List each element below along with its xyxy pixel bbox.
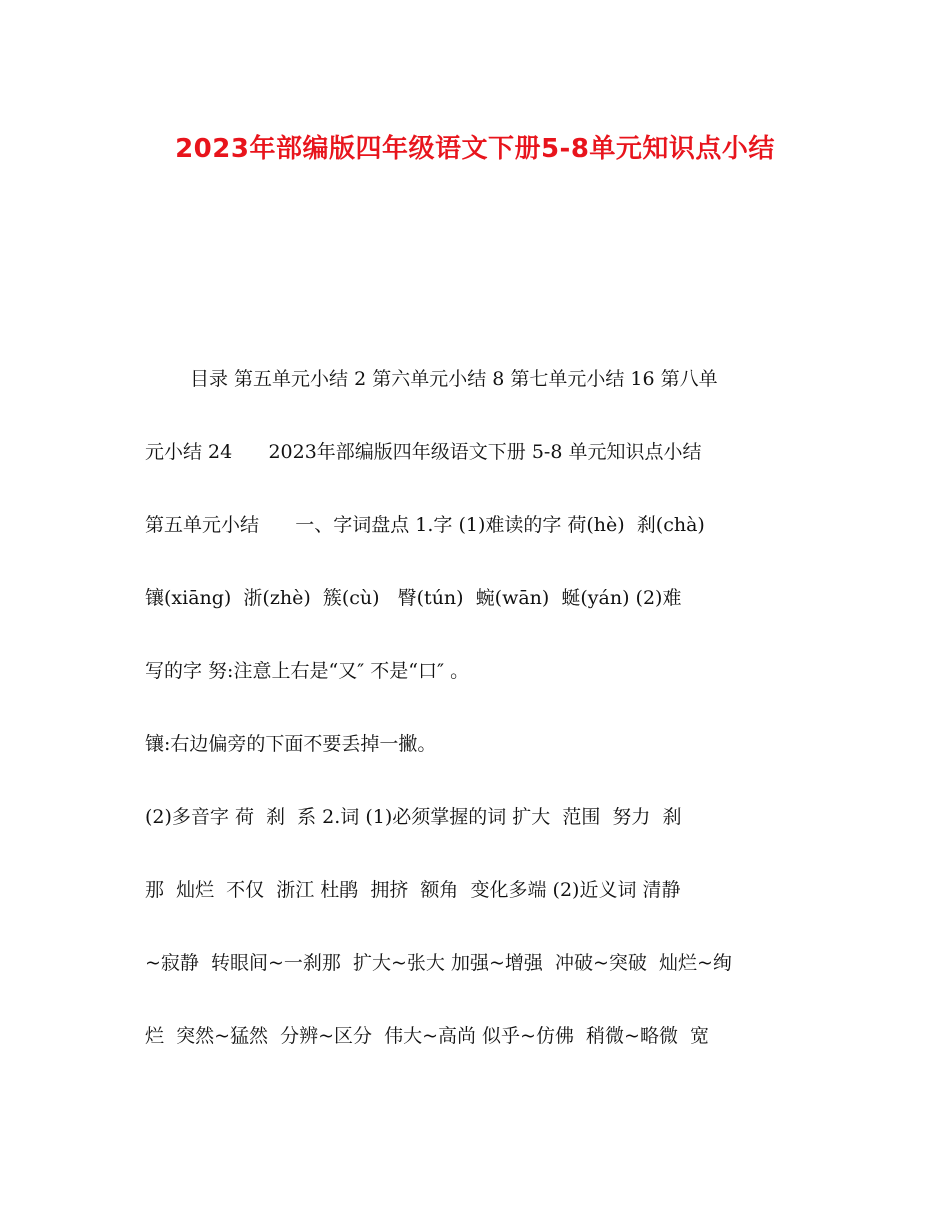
document-title: 2023年部编版四年级语文下册5-8单元知识点小结: [175, 134, 775, 164]
text-line: (2)多音字 荷 刹 系 2.词 (1)必须掌握的词 扩大 范围 努力 刹: [145, 806, 682, 828]
text-line: 镶(xiāng) 浙(zhè) 簇(cù) 臀(tún) 蜿(wān) 蜒(yán) (2)难: [145, 587, 682, 609]
text-line: 元小结 24 2023年部编版四年级语文下册 5-8 单元知识点小结: [145, 441, 702, 463]
text-line: 那 灿烂 不仅 浙江 杜鹃 拥挤 额角 变化多端 (2)近义词 清静: [145, 879, 681, 901]
text-line: 写的字 努:注意上右是“又″ 不是“口″ 。: [145, 660, 470, 682]
text-line: ~寂静 转眼间~一刹那 扩大~张大 加强~增强 冲破~突破 灿烂~绚: [145, 952, 732, 974]
text-line: 第五单元小结 一、字词盘点 1.字 (1)难读的字 荷(hè) 刹(chà): [145, 514, 705, 536]
text-line: 烂 突然~猛然 分辨~区分 伟大~高尚 似乎~仿佛 稍微~略微 宽: [145, 1025, 710, 1047]
text-line-toc: 目录 第五单元小结 2 第六单元小结 8 第七单元小结 16 第八单: [190, 368, 718, 390]
text-line: 镶:右边偏旁的下面不要丢掉一撇。: [145, 733, 437, 755]
